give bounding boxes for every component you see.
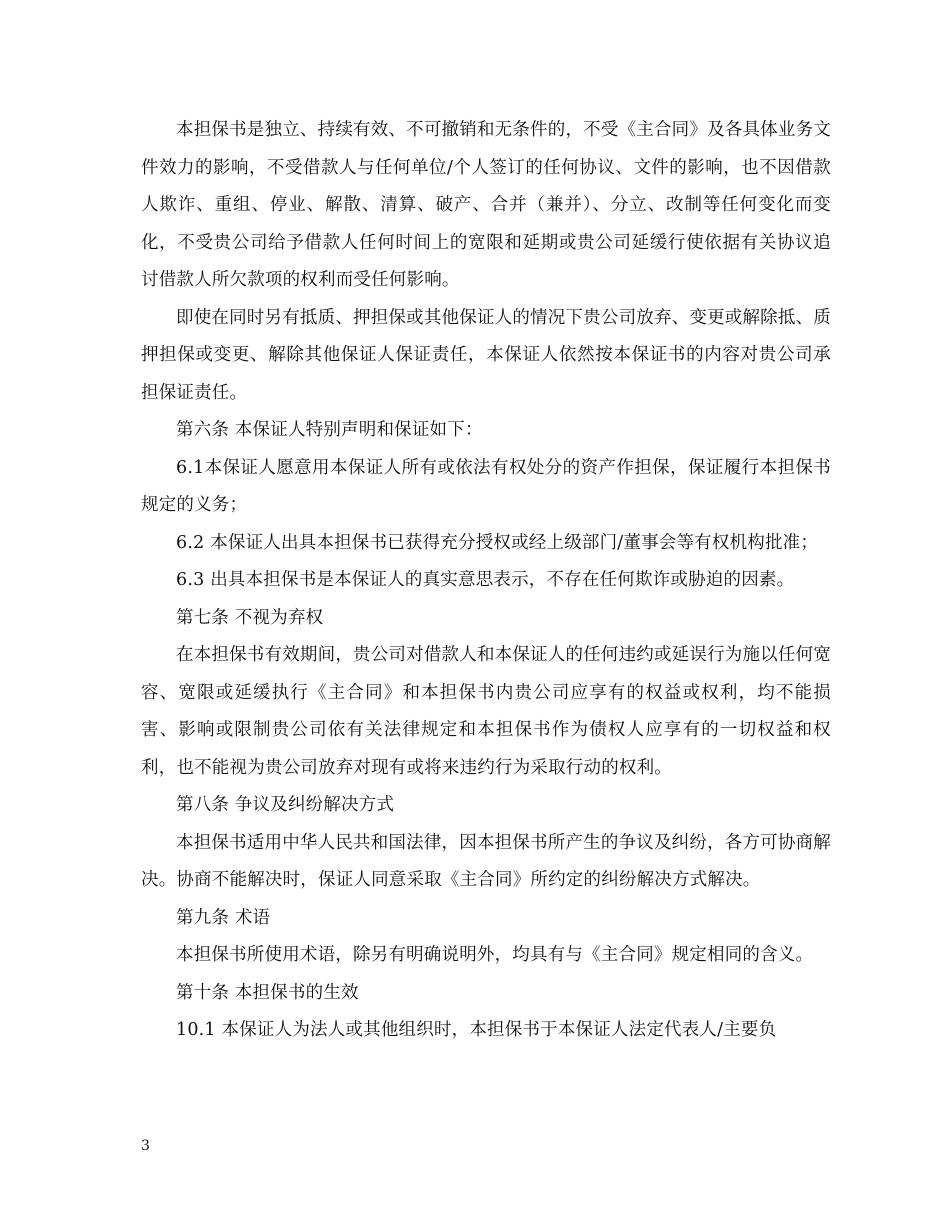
clause-6-3: 6.3 出具本担保书是本保证人的真实意思表示，不存在任何欺诈或胁迫的因素。 <box>176 570 795 590</box>
clause-6-2: 6.2 本保证人出具本担保书已获得充分授权或经上级部门/董事会等有权机构批准； <box>176 532 819 553</box>
article-8-text: 本担保书适用中华人民共和国法律，因本担保书所产生的争议及纠纷，各方可协商解决。协商不能解决时，保证人同意采取《主合同》所约定的纠纷解决方式解决。 <box>141 832 831 890</box>
page-number: 3 <box>141 1138 150 1154</box>
article-8-heading: 第八条 争议及纠纷解决方式 <box>176 795 395 815</box>
clause-10-1: 10.1 本保证人为法人或其他组织时，本担保书于本保证人法定代表人/主要负 <box>176 1020 777 1040</box>
document-body <box>141 112 831 1050</box>
article-6-heading: 第六条 本保证人特别声明和保证如下： <box>176 420 483 440</box>
paragraph-independence: 本担保书是独立、持续有效、不可撤销和无条件的，不受《主合同》及各具体业务文件效力的影响，不受借款人与任何单位/个人签订的任何协议、文件的影响，也不因借款人欺诈、重组、停业、解散、清算、破产、合并（兼并）、分立、改制等任何变化而变化，不受贵公司给予借款人任何时间上的宽限和延期或贵公司延缓行使依据有关协议追讨借款人所欠款项的权利而受任何影响。 <box>141 120 831 290</box>
article-7-heading: 第七条 不视为弃权 <box>176 607 324 628</box>
article-7-text: 在本担保书有效期间，贵公司对借款人和本保证人的任何违约或延误行为施以任何宽容、宽限或延缓执行《主合同》和本担保书内贵公司应享有的权益或权利，均不能损害、影响或限制贵公司依有关法律规定和本担保书作为债权人应享有的一切权益和权利，也不能视为贵公司放弃对现有或将来违约行为采取行动的权利。 <box>141 645 831 778</box>
article-9-text: 本担保书所使用术语，除另有明确说明外，均具有与《主合同》规定相同的含义。 <box>176 945 814 965</box>
clause-6-1: 6.1本保证人愿意用本保证人所有或依法有权处分的资产作担保，保证履行本担保书规定的义务； <box>141 457 831 515</box>
article-9-heading: 第九条 术语 <box>176 907 271 928</box>
paragraph-other-guarantees: 即使在同时另有抵质、押担保或其他保证人的情况下贵公司放弃、变更或解除抵、质押担保或变更、解除其他保证人保证责任，本保证人依然按本保证书的内容对贵公司承担保证责任。 <box>141 307 831 403</box>
article-10-heading: 第十条 本担保书的生效 <box>176 982 359 1003</box>
